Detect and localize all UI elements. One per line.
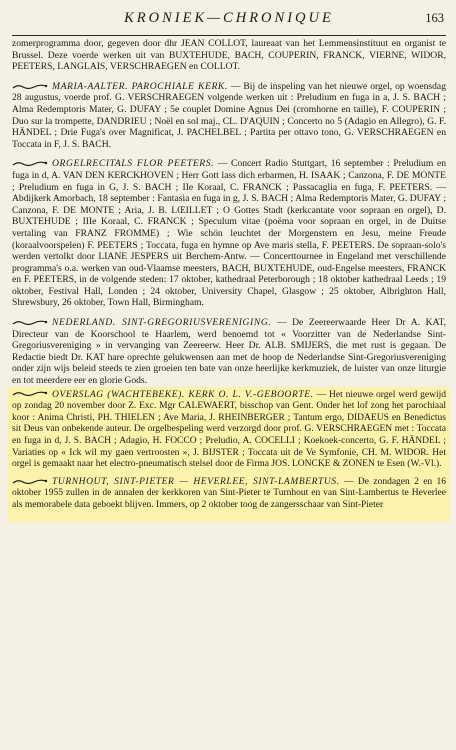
section-body: — De zondagen 2 en 16 oktober 1955 zullen in de annalen der kerkkoren van Sint-Pieter te Turnhout en van Sint-Lambertus te Heverlee als memorabele data geboekt blijven. Immers, op 2 oktober toog de zangersschaar van Sint-Pieter	[12, 476, 447, 510]
ornament-swash-icon	[12, 319, 48, 327]
running-header	[12, 5, 446, 36]
ornament-swash-icon	[12, 478, 48, 486]
section-overslag-highlighted	[8, 387, 450, 474]
section-heading: ORGELRECITALS FLOR PEETERS.	[52, 158, 215, 170]
intro-paragraph	[12, 38, 446, 73]
section-body: — Concert Radio Stuttgart, 16 september : Preludium en fuga in d, A. VAN DEN KERCKHOVEN ; Herr Gott lass dich erbarmen, H. ISAAK ; Canzona, F. DE MONTE ; Preludium en fuga in G, J. S. BACH ; IIe Koraal, C. FRANCK ; Passacaglia en fuga, F. PEETERS. — Abdijkerk Amorbach, 18 september : Fantasia en fuga in g, J. S. BACH ; Alma Redemptoris Mater, G. DUFAY ; Canzona, F. DE MONTE ; Aria, J. B. LŒILLET ; O Gottes Stadt (kerkcantate voor sopraan en orgel), D. BUXTEHUDE ; IIIe Koraal, C. FRANCK ; Speculum vitae (poëma voor sopraan en orgel, in de Duitse vertaling van FRANZ FROMME) ; Wie schön leuchtet der Morgenstern en Jesu, meine Freude (koraalvoorspelen) F. PEETERS ; Toccata, fuga en hymne op Ave maris stella, F. PEETERS. De sopraan-solo's werden vertolkt door LIANE JESPERS uit Berchem-Antw. — Concerttournee in Engeland met verschillende programma's o.a. werken van oud-Vlaamse meesters, BACH, BUXTEHUDE, oud-Engelse meesters, FRANCK en F. PEETERS, in de volgende steden: 17 oktober, kathedraal Peterborough ; 18 oktober kathedraal Leeds ; 19 oktober, Festival Hall, Londen ; 24 oktober, University Chapel, Glasgow ; 25 oktober, Albrighton Hall, Shrewsbury, 26 oktober, Town Hall, Birmingham.	[12, 158, 446, 309]
section-heading: TURNHOUT, SINT-PIETER — HEVERLEE, SINT-LAMBERTUS.	[52, 476, 340, 487]
ornament-swash-icon	[12, 390, 48, 398]
section-heading: OVERSLAG (WACHTEBEKE). KERK O. L. V.-GEBOORTE.	[52, 389, 314, 400]
section-body: — De Zeereerwaarde Heer Dr A. KAT, Directeur van de Koorschool te Haarlem, werd benoemd tot « Voorzitter van de Nederlandse Sint-Gregoriusvereniging » in vervanging van Zeereerw. Heer Dr. ALB. SMIJERS, die met rust is gegaan. De Redactie biedt Dr. KAT hare oprechte gelukwensen aan met de hoop de Nederlandse Sint-Gregoriusvereniging onder zijn wijs beleid steeds te zien groeien ten bate van onze heerlijke kerkmuziek, de luister van onze liturgie en tot meerdere eer en glorie Gods.	[12, 317, 446, 387]
section-body: — Bij de inspeling van het nieuwe orgel, op woensdag 28 augustus, voerde prof. G. VERSCHRAEGEN volgende werken uit : Preludium en fuga in a, J. S. BACH ; Alma Redemptoris Mater, G. DUFAY ; 5e couplet Domine Agnus Dei (cromhorne en taille), F. COUPERIN ; Duo sur la trompette, DANDRIEU ; Noël en sol maj., CL. D'AQUIN ; Concerto no 5 (Adagio en Allegro), G. F. HÄNDEL ; Drie Fuga's over Magnificat, J. PACHELBEL ; Partita per ottavo tono, G. VERSCHRAEGEN en Toccata in F, J. S. BACH.	[12, 80, 446, 150]
ornament-swash-icon	[12, 160, 48, 168]
page-number: 163	[425, 11, 444, 25]
intro-text: zomerprogramma door, gegeven door dhr JEAN COLLOT, laureaat van het Lemmensinstituut en organist te Brussel. Deze voerde werken uit van BUXTEHUDE, BACH, COUPERIN, FRANCK, VIERNE, WIDOR, PEETERS, LANGLAIS, VERSCHRAEGEN en COLLOT.	[12, 38, 446, 73]
ornament-swash-icon	[12, 83, 48, 91]
section-heading: MARIA-AALTER. PAROCHIALE KERK.	[52, 80, 228, 92]
section-heading: NEDERLAND. SINT-GREGORIUSVERENIGING.	[52, 317, 272, 329]
section-maria-aalter	[12, 81, 446, 151]
journal-title: KRONIEK—CHRONIQUE	[124, 10, 334, 26]
section-body: — Het nieuwe orgel werd gewijd op zondag 20 november door Z. Exc. Mgr CALEWAERT, bisschop van Gent. Onder het lof zong het parochiaal koor : Anima Christi, PH. THIELEN ; Ave Maria, J. RHEINBERGER ; Tantum ergo, DIDAEUS en Benedictus sit Deus van onbekende auteur. De orgelbespeling werd verzorgd door prof. G. VERSCHRAEGEN met : Toccata en fuga in d, J. S. BACH ; Adagio, H. FOCCO ; Preludio, A. COCELLI ; Koekoek-concerto, G. F. HÄNDEL ; Variaties op « Ick wil my gaen vertroosten », J. BIJSTER ; Toccata uit de Ve Symfonie, CH. M. WIDOR. Het orgel is gemaakt naar het electro-pneumatisch stelsel door de Firma JOS. LONCKE & ZONEN te Esen (W.-Vl.).	[12, 389, 447, 470]
section-orgelrecitals	[12, 158, 446, 309]
section-nederland	[12, 317, 446, 387]
section-turnhout-highlighted	[8, 474, 450, 522]
